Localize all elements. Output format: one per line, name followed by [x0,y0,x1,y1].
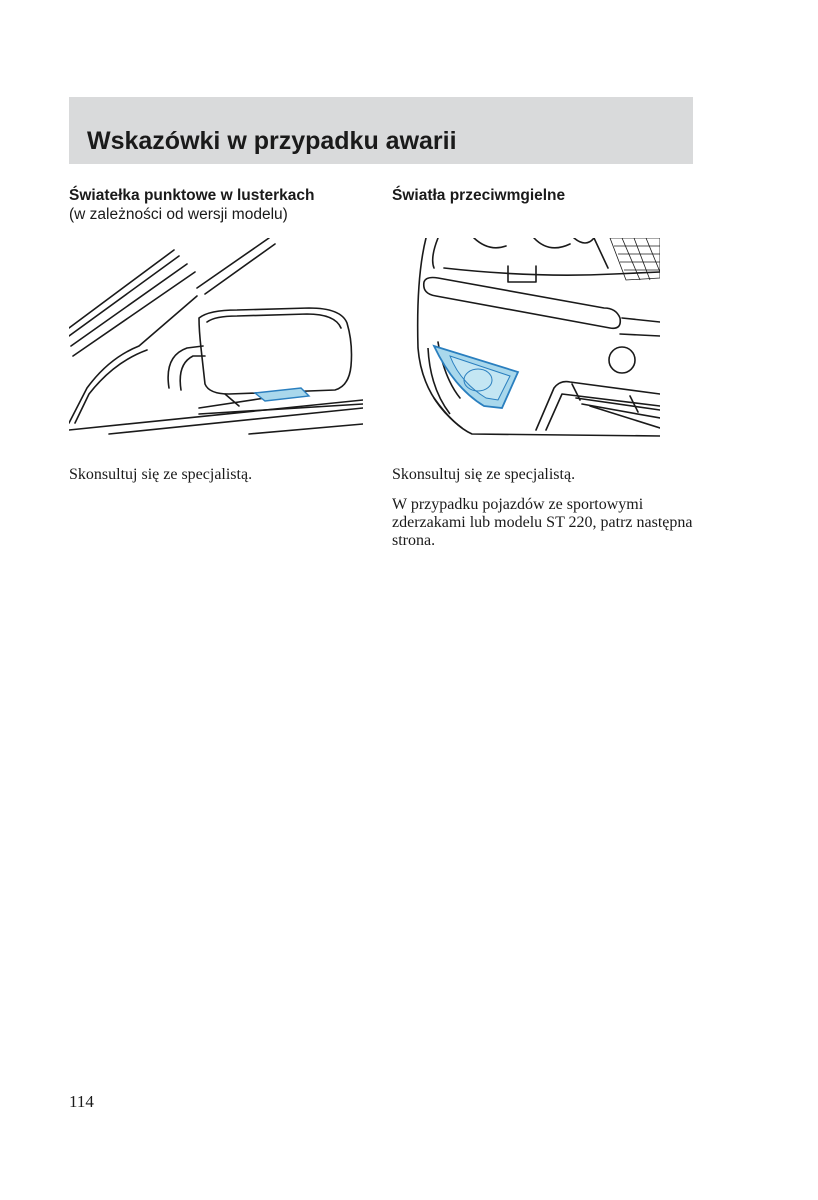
fog-lights-note: W przypadku pojazdów ze sportowymi zderzakami lub modelu ST 220, patrz następna strona. [392,496,693,549]
page-title: Wskazówki w przypadku awarii [87,127,457,155]
fog-lights-text: Skonsultuj się ze specjalistą. [392,466,576,483]
mirror-lights-subtitle: (w zależności od wersji modelu) [69,206,288,223]
mirror-lights-title: Światełka punktowe w lusterkach [69,187,315,204]
left-section-heading [69,186,369,224]
fog-light-illustration [414,238,660,440]
header-band [69,97,693,164]
fog-lights-title: Światła przeciwmgielne [392,187,566,204]
mirror-illustration [69,238,363,440]
page-number: 114 [69,1092,94,1111]
mirror-lights-text: Skonsultuj się ze specjalistą. [69,466,253,483]
puddle-lamp-highlight [255,388,309,401]
right-section-heading [392,186,692,205]
